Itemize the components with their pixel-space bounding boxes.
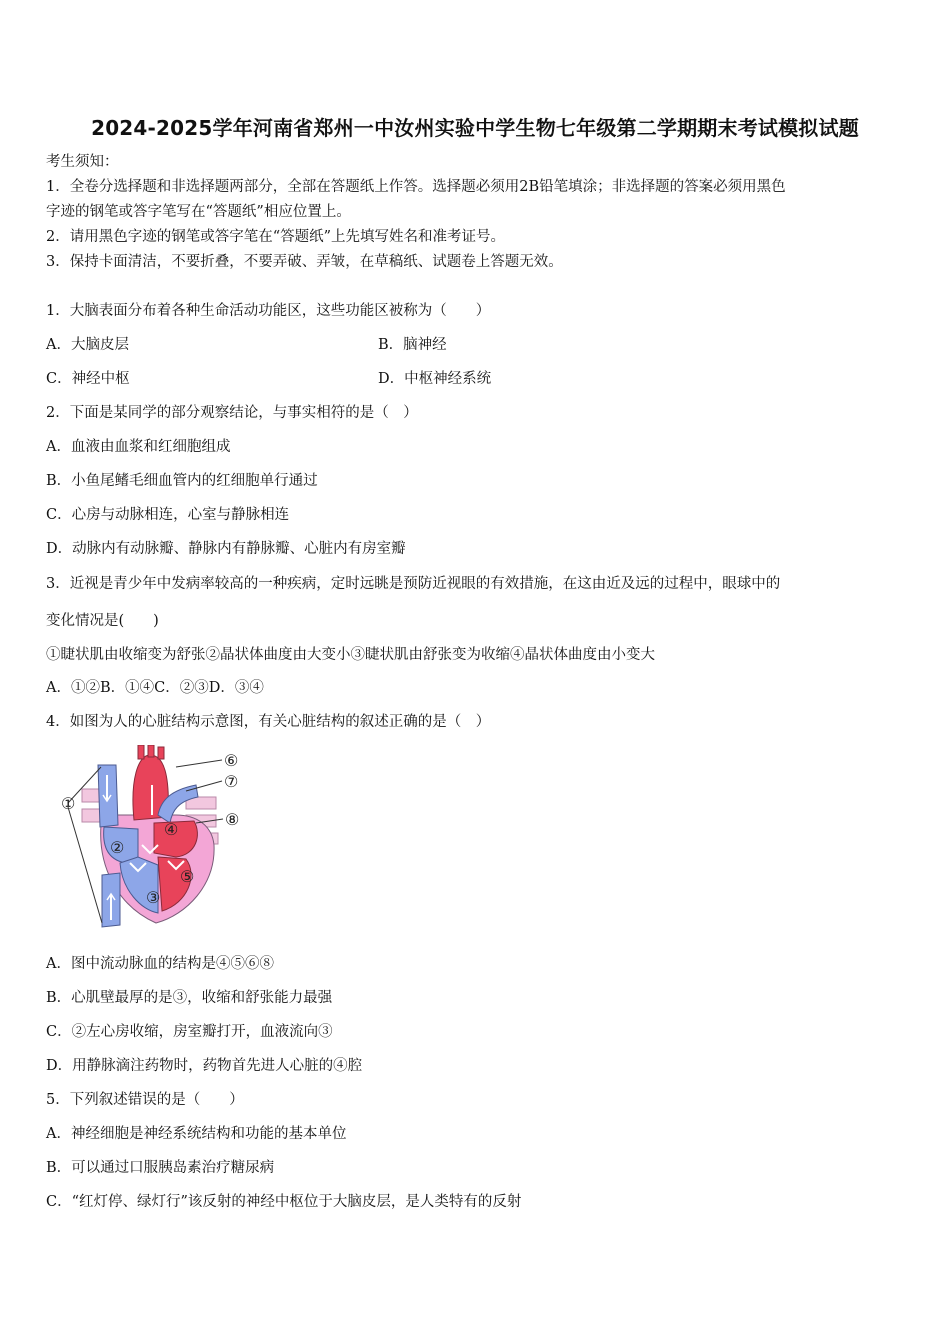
q2-stem: 2．下面是某同学的部分观察结论，与事实相符的是（ ）: [46, 405, 418, 421]
q1-stem: 1．大脑表面分布着各种生命活动功能区，这些功能区被称为（ ）: [46, 303, 491, 319]
label-8: ⑧: [225, 810, 240, 829]
q3-statements: ①睫状肌由收缩变为舒张②晶状体曲度由大变小③睫状肌由舒张变为收缩④晶状体曲度由小变大: [46, 647, 655, 663]
q5-option-c: C．“红灯停、绿灯行”该反射的神经中枢位于大脑皮层，是人类特有的反射: [46, 1194, 522, 1210]
q4-stem: 4．如图为人的心脏结构示意图，有关心脏结构的叙述正确的是（ ）: [46, 714, 491, 730]
q1-option-c: C．神经中枢: [46, 371, 130, 387]
label-6: ⑥: [224, 751, 239, 770]
q1-option-b: B．脑神经: [378, 337, 447, 353]
label-1: ①: [61, 794, 76, 813]
q2-option-c: C．心房与动脉相连，心室与静脉相连: [46, 507, 290, 523]
q2-option-d: D．动脉内有动脉瓣、静脉内有静脉瓣、心脏内有房室瓣: [46, 541, 406, 557]
q3-options: A．①②B．①④C．②③D．③④: [46, 680, 264, 696]
label-4: ④: [164, 820, 179, 839]
q1-option-d: D．中枢神经系统: [378, 371, 492, 387]
notice-item: 3．保持卡面清洁，不要折叠，不要弄破、弄皱，在草稿纸、试题卷上答题无效。: [46, 254, 563, 270]
label-5: ⑤: [180, 867, 195, 886]
q4-option-d: D．用静脉滴注药物时，药物首先进人心脏的④腔: [46, 1058, 363, 1074]
q4-option-a: A．图中流动脉血的结构是④⑤⑥⑧: [46, 956, 274, 972]
q1-option-a: A．大脑皮层: [46, 337, 129, 353]
notice-heading: 考生须知：: [46, 154, 119, 170]
exam-title: 2024-2025学年河南省郑州一中汝州实验中学生物七年级第二学期期末考试模拟试题: [91, 116, 859, 140]
notice-item: 2．请用黑色字迹的钢笔或答字笔在“答题纸”上先填写姓名和准考证号。: [46, 229, 506, 245]
label-3: ③: [146, 888, 161, 907]
q2-option-a: A．血液由血浆和红细胞组成: [46, 439, 231, 455]
q4-option-b: B．心肌壁最厚的是③，收缩和舒张能力最强: [46, 990, 333, 1006]
label-2: ②: [110, 838, 125, 857]
q5-stem: 5．下列叙述错误的是（ ）: [46, 1092, 244, 1108]
notice-item: 字迹的钢笔或答字笔写在“答题纸”相应位置上。: [46, 204, 351, 220]
q3-stem-line1: 3．近视是青少年中发病率较高的一种疾病，定时远眺是预防近视眼的有效措施，在这由近及远的过程中，眼球中的: [46, 576, 781, 592]
q5-option-b: B．可以通过口服胰岛素治疗糖尿病: [46, 1160, 275, 1176]
q2-option-b: B．小鱼尾鳍毛细血管内的红细胞单行通过: [46, 473, 318, 489]
q4-option-c: C．②左心房收缩，房室瓣打开，血液流向③: [46, 1024, 333, 1040]
heart-structure-diagram: [46, 745, 251, 935]
label-7: ⑦: [224, 772, 239, 791]
q5-option-a: A．神经细胞是神经系统结构和功能的基本单位: [46, 1126, 347, 1142]
notice-item: 1．全卷分选择题和非选择题两部分，全部在答题纸上作答。选择题必须用2B铅笔填涂；非选择题的答案必须用黑色: [46, 179, 786, 195]
q3-stem-line2: 变化情况是( ): [46, 613, 159, 629]
